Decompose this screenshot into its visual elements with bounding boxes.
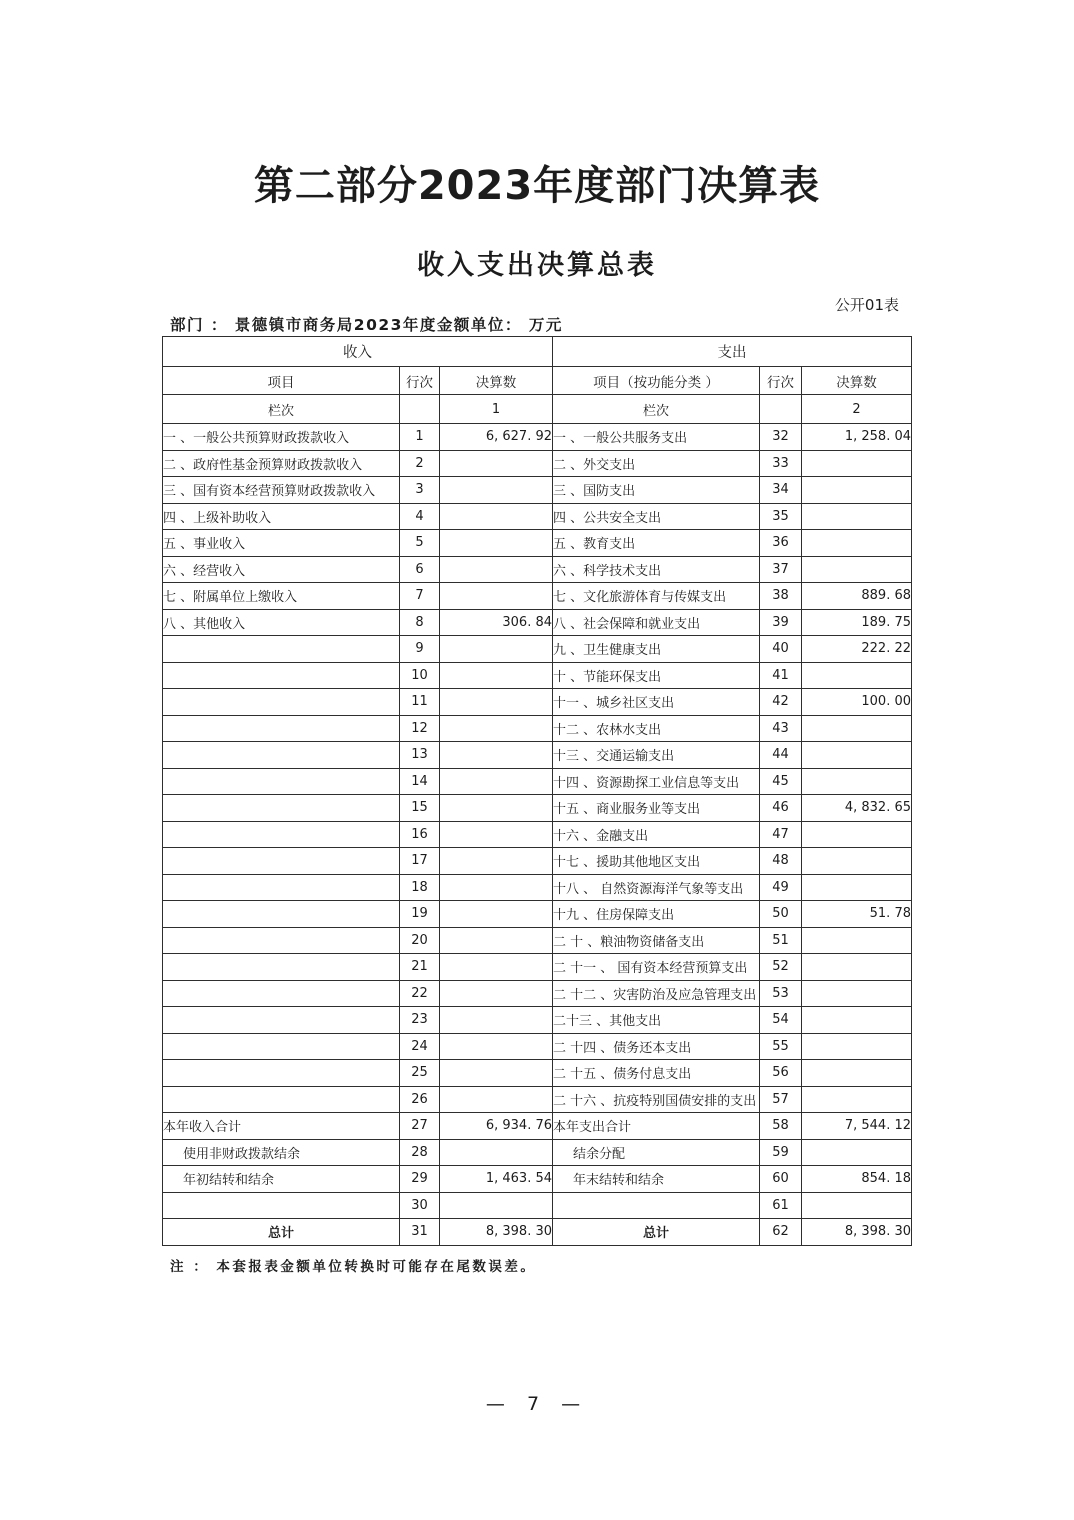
- income-line-cell: 23: [400, 1007, 440, 1034]
- expense-line-cell: 33: [760, 450, 802, 477]
- expense-lan-label: 栏次: [553, 395, 760, 424]
- expense-line-cell: 43: [760, 715, 802, 742]
- income-line-cell: 4: [400, 503, 440, 530]
- expense-line-cell: 34: [760, 477, 802, 504]
- income-value-cell: [440, 874, 553, 901]
- expense-value-cell: [802, 848, 912, 875]
- expense-item-cell: [553, 1192, 760, 1219]
- expense-value-cell: [802, 980, 912, 1007]
- table-row: [163, 450, 912, 477]
- table-row: [163, 1086, 912, 1113]
- income-line-cell: 25: [400, 1060, 440, 1087]
- income-item-cell: [163, 980, 400, 1007]
- expense-value-cell: [802, 1139, 912, 1166]
- expense-item-cell: 六 、科学技术支出: [553, 556, 760, 583]
- table-row: [163, 768, 912, 795]
- expense-value-cell: [802, 1033, 912, 1060]
- expense-item-cell: 二 十 、粮油物资储备支出: [553, 927, 760, 954]
- income-item-cell: [163, 1060, 400, 1087]
- expense-line-cell: 53: [760, 980, 802, 1007]
- income-line-cell: 18: [400, 874, 440, 901]
- income-item-cell: 使用非财政拨款结余: [163, 1139, 400, 1166]
- income-value-cell: [440, 1192, 553, 1219]
- income-value-cell: [440, 1060, 553, 1087]
- expense-line-cell: 40: [760, 636, 802, 663]
- income-line-cell: 5: [400, 530, 440, 557]
- income-value-cell: [440, 583, 553, 610]
- table-row: [163, 1139, 912, 1166]
- income-value-cell: [440, 742, 553, 769]
- income-item-cell: [163, 927, 400, 954]
- table-row: [163, 636, 912, 663]
- income-value-cell: [440, 954, 553, 981]
- expense-item-cell: 结余分配: [553, 1139, 760, 1166]
- income-lan-line: [400, 395, 440, 424]
- expense-value-cell: [802, 742, 912, 769]
- income-line-cell: 27: [400, 1113, 440, 1140]
- expense-item-cell: 二 十一 、 国有资本经营预算支出: [553, 954, 760, 981]
- income-item-cell: [163, 662, 400, 689]
- income-item-cell: [163, 954, 400, 981]
- expense-line-cell: 58: [760, 1113, 802, 1140]
- income-line-cell: 22: [400, 980, 440, 1007]
- expense-value-cell: 7, 544. 12: [802, 1113, 912, 1140]
- footnote: 注 ： 本套报表金额单位转换时可能存在尾数误差。: [170, 1258, 537, 1275]
- table-code: 公开01表: [834, 296, 899, 314]
- expense-value-cell: [802, 1060, 912, 1087]
- income-line-cell: 10: [400, 662, 440, 689]
- income-line-cell: 13: [400, 742, 440, 769]
- income-value-cell: [440, 450, 553, 477]
- table-row: [163, 503, 912, 530]
- expense-value-cell: 854. 18: [802, 1166, 912, 1193]
- income-line-cell: 6: [400, 556, 440, 583]
- page-number: — 7 —: [485, 1392, 589, 1415]
- income-value-cell: [440, 980, 553, 1007]
- expense-value-cell: 1, 258. 04: [802, 424, 912, 451]
- income-line-cell: 7: [400, 583, 440, 610]
- income-line-cell: 31: [400, 1219, 440, 1246]
- expense-line-cell: 55: [760, 1033, 802, 1060]
- expense-item-header: 项目（按功能分类 ）: [553, 367, 760, 395]
- expense-item-cell: 二 十四 、债务还本支出: [553, 1033, 760, 1060]
- expense-item-cell: 七 、文化旅游体育与传媒支出: [553, 583, 760, 610]
- table-code-line: [162, 297, 913, 314]
- expense-line-cell: 35: [760, 503, 802, 530]
- table-row: [163, 1219, 912, 1246]
- expense-value-cell: [802, 1192, 912, 1219]
- expense-item-cell: 十二 、农林水支出: [553, 715, 760, 742]
- expense-item-cell: 十一 、城乡社区支出: [553, 689, 760, 716]
- income-item-cell: [163, 848, 400, 875]
- income-line-cell: 21: [400, 954, 440, 981]
- income-item-cell: [163, 821, 400, 848]
- expense-item-cell: 十六 、金融支出: [553, 821, 760, 848]
- table-row: [163, 795, 912, 822]
- expense-value-cell: [802, 1007, 912, 1034]
- expense-lan-line: [760, 395, 802, 424]
- expense-value-cell: 222. 22: [802, 636, 912, 663]
- income-lan-index: 1: [440, 395, 553, 424]
- expense-value-cell: 8, 398. 30: [802, 1219, 912, 1246]
- table-row: [163, 1192, 912, 1219]
- expense-line-cell: 54: [760, 1007, 802, 1034]
- expense-value-cell: [802, 768, 912, 795]
- income-line-cell: 26: [400, 1086, 440, 1113]
- income-value-cell: [440, 556, 553, 583]
- income-item-cell: 四 、上级补助收入: [163, 503, 400, 530]
- table-row: [163, 1007, 912, 1034]
- expense-value-cell: [802, 450, 912, 477]
- expense-item-cell: 九 、卫生健康支出: [553, 636, 760, 663]
- income-item-cell: 年初结转和结余: [163, 1166, 400, 1193]
- income-section-header: 收入: [163, 337, 553, 367]
- income-line-cell: 15: [400, 795, 440, 822]
- expense-value-cell: [802, 715, 912, 742]
- expense-value-cell: [802, 503, 912, 530]
- expense-line-cell: 62: [760, 1219, 802, 1246]
- income-item-cell: [163, 742, 400, 769]
- table-row: [163, 848, 912, 875]
- expense-line-cell: 44: [760, 742, 802, 769]
- income-lan-label: 栏次: [163, 395, 400, 424]
- expense-item-cell: 八 、社会保障和就业支出: [553, 609, 760, 636]
- income-value-cell: [440, 848, 553, 875]
- income-line-cell: 24: [400, 1033, 440, 1060]
- expense-value-cell: 889. 68: [802, 583, 912, 610]
- income-item-cell: [163, 901, 400, 928]
- income-value-cell: [440, 503, 553, 530]
- expense-line-cell: 60: [760, 1166, 802, 1193]
- expense-value-cell: [802, 530, 912, 557]
- income-value-cell: [440, 795, 553, 822]
- income-item-cell: 一 、一般公共预算财政拨款收入: [163, 424, 400, 451]
- expense-line-cell: 37: [760, 556, 802, 583]
- income-value-cell: [440, 1007, 553, 1034]
- income-value-cell: [440, 689, 553, 716]
- expense-item-cell: 三 、国防支出: [553, 477, 760, 504]
- expense-value-cell: [802, 954, 912, 981]
- expense-line-header: 行次: [760, 367, 802, 395]
- income-item-cell: [163, 1086, 400, 1113]
- expense-line-cell: 49: [760, 874, 802, 901]
- expense-line-cell: 41: [760, 662, 802, 689]
- income-value-cell: 6, 627. 92: [440, 424, 553, 451]
- income-line-cell: 8: [400, 609, 440, 636]
- income-item-cell: [163, 795, 400, 822]
- table-row: [163, 1166, 912, 1193]
- table-body: [163, 424, 912, 1246]
- expense-item-cell: 十八 、 自然资源海洋气象等支出: [553, 874, 760, 901]
- expense-line-cell: 45: [760, 768, 802, 795]
- expense-value-cell: 51. 78: [802, 901, 912, 928]
- table-row: [163, 874, 912, 901]
- income-item-cell: [163, 1033, 400, 1060]
- income-line-cell: 1: [400, 424, 440, 451]
- expense-item-cell: 十四 、资源勘探工业信息等支出: [553, 768, 760, 795]
- expense-item-cell: 十三 、交通运输支出: [553, 742, 760, 769]
- table-row: [163, 477, 912, 504]
- income-line-cell: 30: [400, 1192, 440, 1219]
- section-header-row: [163, 337, 912, 367]
- income-item-cell: 三 、国有资本经营预算财政拨款收入: [163, 477, 400, 504]
- income-item-cell: [163, 874, 400, 901]
- income-value-cell: [440, 1033, 553, 1060]
- income-value-cell: 1, 463. 54: [440, 1166, 553, 1193]
- expense-lan-index: 2: [802, 395, 912, 424]
- income-value-cell: [440, 901, 553, 928]
- table-row: [163, 1060, 912, 1087]
- expense-item-cell: 二十三 、其他支出: [553, 1007, 760, 1034]
- income-item-cell: 六 、经营收入: [163, 556, 400, 583]
- expense-item-cell: 二 、外交支出: [553, 450, 760, 477]
- expense-line-cell: 32: [760, 424, 802, 451]
- income-line-cell: 11: [400, 689, 440, 716]
- income-line-cell: 17: [400, 848, 440, 875]
- expense-line-cell: 57: [760, 1086, 802, 1113]
- income-item-cell: 二 、政府性基金预算财政拨款收入: [163, 450, 400, 477]
- expense-item-cell: 年末结转和结余: [553, 1166, 760, 1193]
- expense-item-cell: 五 、教育支出: [553, 530, 760, 557]
- income-item-cell: [163, 1192, 400, 1219]
- income-line-cell: 14: [400, 768, 440, 795]
- income-amount-header: 决算数: [440, 367, 553, 395]
- expense-value-cell: [802, 1086, 912, 1113]
- expense-item-cell: 十九 、住房保障支出: [553, 901, 760, 928]
- expense-value-cell: [802, 662, 912, 689]
- expense-item-cell: 四 、公共安全支出: [553, 503, 760, 530]
- expense-item-cell: 二 十二 、灾害防治及应急管理支出: [553, 980, 760, 1007]
- table-title: 收入支出决算总表: [417, 250, 657, 281]
- expense-item-cell: 本年支出合计: [553, 1113, 760, 1140]
- expense-line-cell: 61: [760, 1192, 802, 1219]
- income-item-cell: [163, 715, 400, 742]
- income-item-cell: [163, 689, 400, 716]
- income-value-cell: [440, 715, 553, 742]
- expense-value-cell: [802, 477, 912, 504]
- income-value-cell: [440, 927, 553, 954]
- expense-line-cell: 51: [760, 927, 802, 954]
- table-row: [163, 556, 912, 583]
- income-value-cell: [440, 1139, 553, 1166]
- income-item-cell: 本年收入合计: [163, 1113, 400, 1140]
- income-line-cell: 28: [400, 1139, 440, 1166]
- income-value-cell: [440, 636, 553, 663]
- expense-item-cell: 十七 、援助其他地区支出: [553, 848, 760, 875]
- expense-section-header: 支出: [553, 337, 912, 367]
- income-line-cell: 3: [400, 477, 440, 504]
- expense-value-cell: 4, 832. 65: [802, 795, 912, 822]
- table-row: [163, 662, 912, 689]
- table-row: [163, 689, 912, 716]
- income-line-cell: 29: [400, 1166, 440, 1193]
- income-line-header: 行次: [400, 367, 440, 395]
- expense-line-cell: 56: [760, 1060, 802, 1087]
- income-line-cell: 9: [400, 636, 440, 663]
- expense-line-cell: 39: [760, 609, 802, 636]
- table-row: [163, 609, 912, 636]
- table-row: [163, 954, 912, 981]
- table-row: [163, 715, 912, 742]
- expense-amount-header: 决算数: [802, 367, 912, 395]
- table-row: [163, 530, 912, 557]
- expense-line-cell: 42: [760, 689, 802, 716]
- income-item-cell: [163, 768, 400, 795]
- income-value-cell: 6, 934. 76: [440, 1113, 553, 1140]
- table-row: [163, 980, 912, 1007]
- income-item-cell: 八 、其他收入: [163, 609, 400, 636]
- table-row: [163, 424, 912, 451]
- expense-line-cell: 36: [760, 530, 802, 557]
- income-value-cell: 306. 84: [440, 609, 553, 636]
- income-value-cell: 8, 398. 30: [440, 1219, 553, 1246]
- table-row: [163, 901, 912, 928]
- table-row: [163, 1113, 912, 1140]
- expense-line-cell: 38: [760, 583, 802, 610]
- expense-line-cell: 47: [760, 821, 802, 848]
- income-item-cell: 五 、事业收入: [163, 530, 400, 557]
- income-value-cell: [440, 662, 553, 689]
- column-header-row: [163, 367, 912, 395]
- expense-item-cell: 二 十六 、抗疫特别国债安排的支出: [553, 1086, 760, 1113]
- income-line-cell: 12: [400, 715, 440, 742]
- expense-line-cell: 52: [760, 954, 802, 981]
- expense-item-cell: 一 、一般公共服务支出: [553, 424, 760, 451]
- expense-value-cell: [802, 821, 912, 848]
- expense-value-cell: 189. 75: [802, 609, 912, 636]
- expense-item-cell: 十 、节能环保支出: [553, 662, 760, 689]
- expense-line-cell: 59: [760, 1139, 802, 1166]
- department-line: 部门 ： 景德镇市商务局2023年度金额单位： 万元: [170, 316, 563, 334]
- income-line-cell: 16: [400, 821, 440, 848]
- table-row: [163, 927, 912, 954]
- expense-line-cell: 48: [760, 848, 802, 875]
- table-row: [163, 742, 912, 769]
- page-title: 第二部分2023年度部门决算表: [253, 163, 821, 209]
- table-row: [163, 821, 912, 848]
- income-item-header: 项目: [163, 367, 400, 395]
- income-item-cell: 七 、附属单位上缴收入: [163, 583, 400, 610]
- income-value-cell: [440, 530, 553, 557]
- expense-value-cell: [802, 874, 912, 901]
- income-item-cell: [163, 1007, 400, 1034]
- income-item-cell: [163, 636, 400, 663]
- income-value-cell: [440, 821, 553, 848]
- expense-item-cell: 总计: [553, 1219, 760, 1246]
- income-value-cell: [440, 477, 553, 504]
- income-item-cell: 总计: [163, 1219, 400, 1246]
- expense-item-cell: 二 十五 、债务付息支出: [553, 1060, 760, 1087]
- table-row: [163, 583, 912, 610]
- expense-value-cell: 100. 00: [802, 689, 912, 716]
- income-line-cell: 19: [400, 901, 440, 928]
- expense-line-cell: 50: [760, 901, 802, 928]
- income-value-cell: [440, 768, 553, 795]
- income-value-cell: [440, 1086, 553, 1113]
- income-line-cell: 2: [400, 450, 440, 477]
- table-row: [163, 1033, 912, 1060]
- expense-value-cell: [802, 927, 912, 954]
- income-line-cell: 20: [400, 927, 440, 954]
- expense-line-cell: 46: [760, 795, 802, 822]
- column-index-row: [163, 395, 912, 424]
- budget-summary-table: [162, 336, 912, 1246]
- expense-item-cell: 十五 、商业服务业等支出: [553, 795, 760, 822]
- expense-value-cell: [802, 556, 912, 583]
